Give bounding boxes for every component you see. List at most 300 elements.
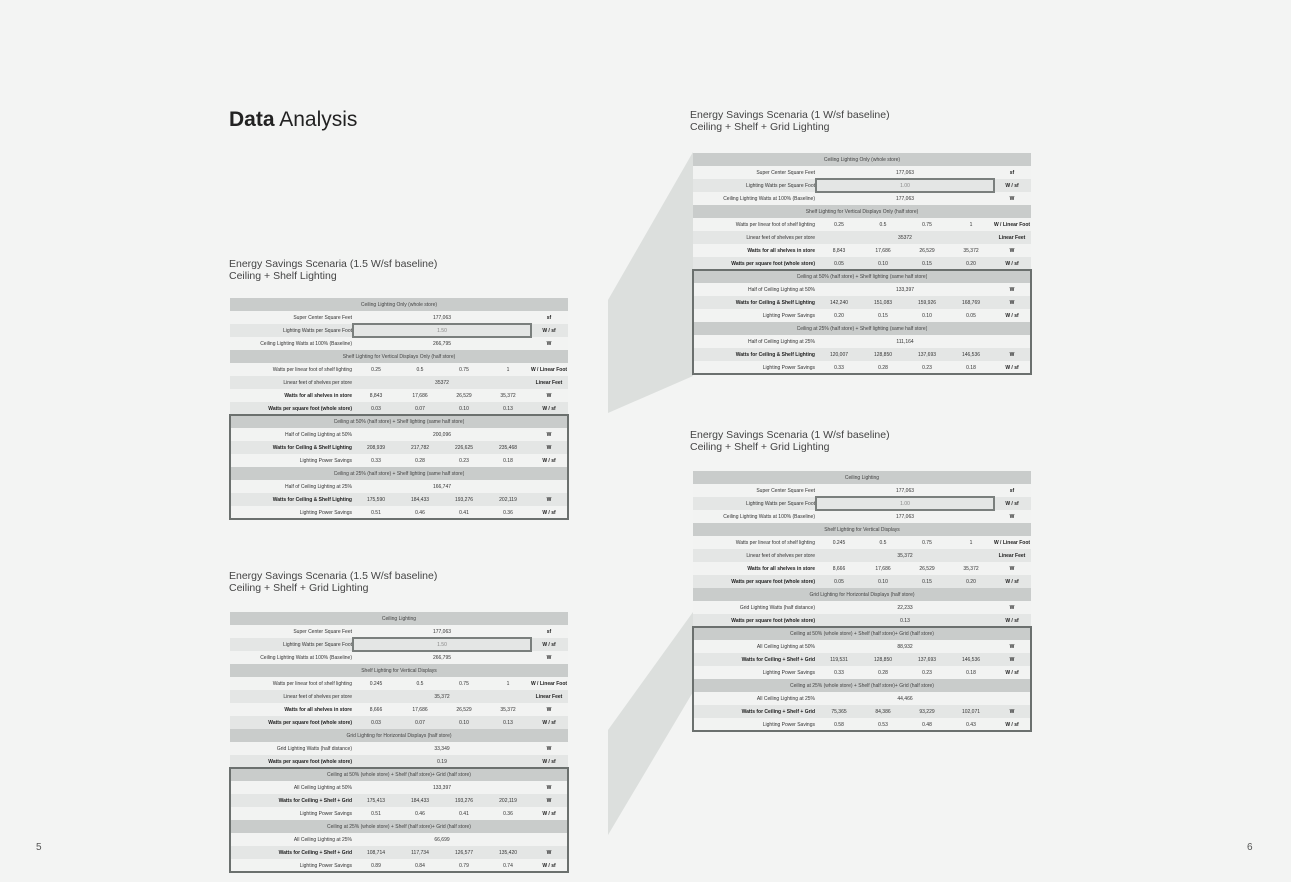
row-label: Lighting Power Savings: [299, 810, 352, 817]
merged-value-cell: 177,063: [895, 169, 915, 176]
value-cell: 0.41: [459, 509, 469, 516]
value-cell: 135,420: [498, 849, 518, 856]
caption-line-1: Energy Savings Scenaria (1.5 W/sf baseline): [229, 570, 438, 582]
value-cell: 0.33: [371, 457, 381, 464]
value-cell: 208,939: [366, 444, 386, 451]
section-header-row: [230, 664, 568, 677]
value-cell: 184,433: [410, 496, 430, 503]
table-row: [230, 859, 568, 872]
row-label: Lighting Power Savings: [299, 862, 352, 869]
value-cell: 202,119: [499, 797, 517, 804]
value-cell: 108,714: [366, 849, 386, 856]
table-row: [230, 755, 568, 768]
value-cell: 0.03: [371, 719, 381, 726]
caption-line-2: Ceiling + Shelf Lighting: [229, 269, 337, 282]
row-label: Super Center Square Feet: [756, 487, 815, 494]
value-cell: 0.15: [922, 260, 932, 267]
value-cell: 0.10: [922, 312, 932, 319]
value-cell: 0.245: [369, 680, 383, 687]
value-cell: 0.58: [834, 721, 844, 728]
value-cell: 84,386: [875, 708, 891, 715]
value-cell: 0.25: [834, 221, 844, 228]
unit-cell: [530, 833, 568, 846]
unit-cell: W: [1009, 656, 1015, 663]
row-label: Watts for all shelves in store: [747, 247, 815, 254]
unit-cell: W: [1009, 708, 1015, 715]
unit-cell: Linear Feet: [535, 379, 563, 386]
value-cell: 35,372: [500, 392, 516, 399]
unit-cell: W: [1009, 643, 1015, 650]
merged-value-cell: 88,932: [897, 643, 913, 650]
unit-cell: W: [1009, 604, 1015, 611]
row-label: Watts for Ceiling & Shelf Lighting: [272, 496, 352, 503]
section-header-row: [693, 270, 1031, 283]
unit-cell: W / sf: [542, 457, 556, 464]
unit-cell: W: [1009, 286, 1015, 293]
unit-cell: W / sf: [542, 758, 556, 765]
table-row: [230, 363, 568, 376]
row-label: Watts for all shelves in store: [747, 565, 815, 572]
value-cell: 0.10: [878, 260, 888, 267]
value-cell: 217,782: [410, 444, 430, 451]
value-cell: 0.74: [503, 862, 513, 869]
section-header-text: Ceiling Lighting: [844, 474, 880, 481]
section-header-text: Ceiling at 50% (whole store) + Shelf (half store)+ Grid (half store): [790, 630, 934, 637]
value-cell: 0.23: [922, 669, 932, 676]
merged-value-cell: 200,096: [432, 431, 452, 438]
value-cell: 0.28: [878, 364, 888, 371]
section-header-row: [693, 627, 1031, 640]
value-cell: 175,413: [366, 797, 386, 804]
merged-value-cell: 35372: [435, 379, 449, 386]
table-row: [230, 454, 568, 467]
value-cell: 1: [969, 539, 973, 546]
value-cell: 0.05: [834, 260, 844, 267]
row-label: Watts per square foot (whole store): [268, 405, 352, 412]
value-cell: 0.43: [966, 721, 976, 728]
value-cell: 0.18: [966, 364, 976, 371]
value-cell: 0.07: [415, 719, 425, 726]
value-cell: 0.51: [371, 810, 381, 817]
table-row: [693, 640, 1031, 653]
section-header-text: Ceiling at 50% (half store) + Shelf lighting (same half store): [796, 273, 928, 280]
value-cell: 0.18: [503, 457, 513, 464]
row-label: Watts per square foot (whole store): [268, 719, 352, 726]
row-label: Watts for Ceiling + Shelf + Grid: [278, 797, 352, 804]
table-caption: [229, 259, 437, 282]
table-row: [230, 337, 568, 350]
section-header-text: Ceiling Lighting: [381, 615, 417, 622]
unit-cell: W / sf: [1005, 578, 1019, 585]
section-header-text: Grid Lighting for Horizontal Displays (half store): [809, 591, 915, 598]
value-cell: 159,926: [917, 299, 937, 306]
section-header-row: [230, 820, 568, 833]
unit-cell: W / sf: [1005, 721, 1019, 728]
value-cell: 1: [969, 221, 973, 228]
page-number-left: 5: [36, 842, 42, 853]
unit-cell: W: [1009, 565, 1015, 572]
value-cell: 0.41: [459, 810, 469, 817]
unit-cell: Linear Feet: [998, 552, 1026, 559]
value-cell: 137,693: [917, 656, 937, 663]
value-cell: 151,083: [873, 299, 893, 306]
value-cell: 26,529: [456, 392, 472, 399]
value-cell: 75,365: [831, 708, 847, 715]
table-row: [693, 218, 1031, 231]
value-cell: 0.75: [922, 221, 932, 228]
row-label: Ceiling Lighting Watts at 100% (Baseline): [260, 654, 352, 661]
value-cell: 0.28: [878, 669, 888, 676]
merged-value-cell: 266,795: [432, 654, 452, 661]
table-row: [230, 506, 568, 519]
section-header-text: Grid Lighting for Horizontal Displays (half store): [346, 732, 452, 739]
table-row: [693, 510, 1031, 523]
value-cell: 0.25: [371, 366, 381, 373]
highlighted-value-cell: 1.50: [437, 641, 447, 648]
row-label: Linear feet of shelves per store: [746, 552, 815, 559]
value-cell: 1: [506, 366, 510, 373]
section-header-text: Ceiling at 25% (half store) + Shelf lighting (same half store): [333, 470, 465, 477]
page-title: [229, 108, 357, 132]
row-label: All Ceiling Lighting at 25%: [756, 695, 815, 702]
caption-line-1: Energy Savings Scenaria (1 W/sf baseline): [690, 109, 890, 121]
data-table: [230, 612, 568, 872]
unit-cell: W / sf: [1005, 312, 1019, 319]
table-caption: [690, 110, 890, 133]
row-label: Super Center Square Feet: [293, 628, 352, 635]
unit-cell: W / sf: [1005, 669, 1019, 676]
table-row: [693, 614, 1031, 627]
unit-cell: W: [546, 340, 552, 347]
table-row: [693, 601, 1031, 614]
unit-cell: [993, 692, 1031, 705]
row-label: Lighting Watts per Square Foot: [745, 182, 815, 189]
table-row: [693, 244, 1031, 257]
row-label: Linear feet of shelves per store: [283, 693, 352, 700]
value-cell: 168,769: [961, 299, 981, 306]
unit-cell: W: [546, 849, 552, 856]
value-cell: 0.23: [459, 457, 469, 464]
row-label: Watts for Ceiling & Shelf Lighting: [735, 351, 815, 358]
value-cell: 0.5: [416, 366, 424, 373]
value-cell: 0.46: [415, 509, 425, 516]
merged-value-cell: 0.19: [437, 758, 447, 765]
value-cell: 117,734: [411, 849, 429, 856]
table-row: [230, 742, 568, 755]
row-label: Watts per linear foot of shelf lighting: [735, 539, 815, 546]
merged-value-cell: 66,699: [434, 836, 450, 843]
table-caption: [690, 430, 890, 453]
value-cell: 0.75: [459, 366, 469, 373]
row-label: Super Center Square Feet: [756, 169, 815, 176]
value-cell: 93,229: [919, 708, 935, 715]
merged-value-cell: 33,349: [434, 745, 450, 752]
section-header-text: Shelf Lighting for Vertical Displays: [824, 526, 900, 533]
unit-cell: W: [546, 431, 552, 438]
row-label: Grid Lighting Watts (half distance): [276, 745, 352, 752]
unit-cell: W / sf: [1005, 617, 1019, 624]
table-row: [693, 549, 1031, 562]
value-cell: 0.15: [922, 578, 932, 585]
section-header-text: Ceiling at 25% (whole store) + Shelf (half store)+ Grid (half store): [790, 682, 934, 689]
unit-cell: W / sf: [542, 810, 556, 817]
value-cell: 128,850: [873, 656, 893, 663]
value-cell: 35,372: [963, 565, 979, 572]
section-header-row: [693, 205, 1031, 218]
value-cell: 0.10: [459, 405, 469, 412]
value-cell: 8,843: [832, 247, 846, 254]
table-row: [230, 480, 568, 493]
table-row: [693, 283, 1031, 296]
value-cell: 0.10: [878, 578, 888, 585]
page-number-right: 6: [1247, 842, 1253, 853]
row-label: Lighting Power Savings: [762, 669, 815, 676]
row-label: Watts for Ceiling + Shelf + Grid: [278, 849, 352, 856]
merged-value-cell: 133,397: [432, 784, 452, 791]
row-label: Half of Ceiling Lighting at 25%: [748, 338, 815, 345]
unit-cell: W / sf: [542, 641, 556, 648]
section-header-text: Ceiling at 50% (half store) + Shelf lighting (same half store): [333, 418, 465, 425]
page-title-bold: Data: [229, 108, 275, 131]
value-cell: 175,590: [366, 496, 386, 503]
value-cell: 0.84: [415, 862, 425, 869]
value-cell: 0.03: [371, 405, 381, 412]
value-cell: 17,686: [875, 247, 891, 254]
table-row: [230, 677, 568, 690]
unit-cell: W / sf: [542, 719, 556, 726]
value-cell: 0.75: [459, 680, 469, 687]
row-label: Lighting Power Savings: [299, 457, 352, 464]
unit-cell: W: [1009, 299, 1015, 306]
value-cell: 146,536: [961, 351, 981, 358]
value-cell: 0.51: [371, 509, 381, 516]
table-row: [230, 324, 568, 337]
value-cell: 17,686: [412, 706, 428, 713]
unit-cell: W: [546, 745, 552, 752]
table-row: [230, 833, 568, 846]
unit-cell: W / Linear Foot: [530, 680, 568, 687]
value-cell: 26,529: [919, 247, 935, 254]
row-label: Watts per linear foot of shelf lighting: [735, 221, 815, 228]
caption-line-2: Ceiling + Shelf + Grid Lighting: [229, 581, 369, 594]
section-header-text: Shelf Lighting for Vertical Displays Only (half store): [805, 208, 919, 215]
section-header-row: [693, 523, 1031, 536]
table-row: [230, 441, 568, 454]
row-label: Lighting Watts per Square Foot: [282, 641, 352, 648]
unit-cell: sf: [1009, 487, 1015, 494]
merged-value-cell: 177,063: [895, 195, 915, 202]
unit-cell: W / Linear Foot: [993, 221, 1031, 228]
row-label: Ceiling Lighting Watts at 100% (Baseline): [260, 340, 352, 347]
value-cell: 128,850: [873, 351, 893, 358]
unit-cell: W: [1009, 513, 1015, 520]
row-label: Watts per linear foot of shelf lighting: [272, 680, 352, 687]
table-row: [693, 296, 1031, 309]
data-table: [230, 298, 568, 519]
merged-value-cell: 0.13: [900, 617, 910, 624]
unit-cell: W / Linear Foot: [993, 539, 1031, 546]
row-label: Lighting Watts per Square Foot: [282, 327, 352, 334]
table-row: [693, 309, 1031, 322]
value-cell: 0.07: [415, 405, 425, 412]
value-cell: 126,577: [454, 849, 474, 856]
table-row: [693, 562, 1031, 575]
unit-cell: W: [546, 654, 552, 661]
unit-cell: W / sf: [1005, 500, 1019, 507]
row-label: Lighting Power Savings: [762, 364, 815, 371]
value-cell: 0.46: [415, 810, 425, 817]
value-cell: 0.28: [415, 457, 425, 464]
unit-cell: [530, 480, 568, 493]
unit-cell: W: [546, 444, 552, 451]
data-table: [693, 471, 1031, 731]
row-label: Watts for Ceiling & Shelf Lighting: [272, 444, 352, 451]
table-row: [693, 484, 1031, 497]
value-cell: 1: [506, 680, 510, 687]
section-header-row: [230, 415, 568, 428]
unit-cell: W / sf: [1005, 260, 1019, 267]
row-label: Watts per square foot (whole store): [731, 260, 815, 267]
unit-cell: W / Linear Foot: [530, 366, 568, 373]
section-header-text: Ceiling at 25% (whole store) + Shelf (half store)+ Grid (half store): [327, 823, 471, 830]
row-label: Watts per linear foot of shelf lighting: [272, 366, 352, 373]
merged-value-cell: 133,397: [895, 286, 915, 293]
unit-cell: sf: [546, 314, 552, 321]
row-label: Half of Ceiling Lighting at 50%: [748, 286, 815, 293]
row-label: Lighting Power Savings: [762, 312, 815, 319]
callout-wedge-bottom: [608, 612, 693, 835]
merged-value-cell: 177,063: [432, 628, 452, 635]
section-header-row: [230, 729, 568, 742]
value-cell: 26,529: [456, 706, 472, 713]
table-row: [693, 575, 1031, 588]
value-cell: 0.13: [503, 719, 513, 726]
table-row: [693, 179, 1031, 192]
unit-cell: W: [546, 706, 552, 713]
row-label: Linear feet of shelves per store: [283, 379, 352, 386]
table-row: [693, 497, 1031, 510]
unit-cell: W / sf: [542, 862, 556, 869]
value-cell: 0.20: [966, 578, 976, 585]
value-cell: 0.48: [922, 721, 932, 728]
row-label: Lighting Power Savings: [299, 509, 352, 516]
table-row: [230, 389, 568, 402]
section-header-row: [230, 612, 568, 625]
row-label: Watts for Ceiling + Shelf + Grid: [741, 708, 815, 715]
table-row: [693, 718, 1031, 731]
section-header-row: [230, 768, 568, 781]
table-row: [693, 348, 1031, 361]
section-header-row: [693, 471, 1031, 484]
row-label: Watts for all shelves in store: [284, 706, 352, 713]
table-row: [693, 257, 1031, 270]
row-label: Half of Ceiling Lighting at 50%: [285, 431, 352, 438]
value-cell: 0.245: [832, 539, 846, 546]
row-label: Lighting Watts per Square Foot: [745, 500, 815, 507]
table-row: [230, 376, 568, 389]
value-cell: 26,529: [919, 565, 935, 572]
row-label: Watts for Ceiling + Shelf + Grid: [741, 656, 815, 663]
value-cell: 0.18: [966, 669, 976, 676]
merged-value-cell: 177,063: [895, 513, 915, 520]
table-row: [230, 402, 568, 415]
unit-cell: W: [1009, 195, 1015, 202]
unit-cell: W: [1009, 247, 1015, 254]
value-cell: 35,372: [500, 706, 516, 713]
section-header-row: [230, 298, 568, 311]
value-cell: 0.5: [879, 221, 887, 228]
value-cell: 0.89: [371, 862, 381, 869]
callout-wedge-top: [608, 152, 693, 413]
unit-cell: W / sf: [542, 405, 556, 412]
table-row: [693, 361, 1031, 374]
unit-cell: W / sf: [1005, 182, 1019, 189]
value-cell: 193,276: [454, 496, 474, 503]
row-label: Watts for Ceiling & Shelf Lighting: [735, 299, 815, 306]
row-label: Ceiling Lighting Watts at 100% (Baseline): [723, 195, 815, 202]
unit-cell: W / sf: [542, 509, 556, 516]
table-row: [230, 781, 568, 794]
value-cell: 0.33: [834, 669, 844, 676]
value-cell: 8,666: [369, 706, 383, 713]
table-caption: [229, 571, 437, 594]
row-label: All Ceiling Lighting at 25%: [293, 836, 352, 843]
section-header-text: Ceiling at 50% (whole store) + Shelf (half store)+ Grid (half store): [327, 771, 471, 778]
value-cell: 17,686: [412, 392, 428, 399]
table-row: [693, 335, 1031, 348]
caption-line-2: Ceiling + Shelf + Grid Lighting: [690, 440, 830, 453]
value-cell: 0.20: [834, 312, 844, 319]
table-row: [230, 703, 568, 716]
value-cell: 0.13: [503, 405, 513, 412]
value-cell: 0.53: [878, 721, 888, 728]
section-header-row: [230, 350, 568, 363]
section-header-text: Ceiling Lighting Only (whole store): [823, 156, 901, 163]
value-cell: 226,625: [454, 444, 474, 451]
value-cell: 0.23: [922, 364, 932, 371]
section-header-row: [693, 153, 1031, 166]
row-label: Lighting Power Savings: [762, 721, 815, 728]
table-row: [230, 651, 568, 664]
value-cell: 17,686: [875, 565, 891, 572]
row-label: Watts per square foot (whole store): [268, 758, 352, 765]
value-cell: 142,240: [829, 299, 849, 306]
section-header-text: Ceiling at 25% (half store) + Shelf lighting (same half store): [796, 325, 928, 332]
unit-cell: W: [546, 392, 552, 399]
unit-cell: W: [546, 797, 552, 804]
value-cell: 0.33: [834, 364, 844, 371]
table-row: [230, 846, 568, 859]
merged-value-cell: 44,466: [897, 695, 913, 702]
section-header-text: Ceiling Lighting Only (whole store): [360, 301, 438, 308]
value-cell: 8,666: [832, 565, 846, 572]
unit-cell: sf: [1009, 169, 1015, 176]
merged-value-cell: 22,233: [897, 604, 913, 611]
highlighted-value-cell: 1.00: [900, 500, 910, 507]
merged-value-cell: 111,164: [896, 338, 914, 345]
table-row: [230, 638, 568, 651]
table-row: [693, 705, 1031, 718]
merged-value-cell: 35,372: [897, 552, 913, 559]
merged-value-cell: 266,795: [432, 340, 452, 347]
data-table: [693, 153, 1031, 374]
unit-cell: W: [1009, 351, 1015, 358]
table-row: [230, 311, 568, 324]
table-row: [693, 692, 1031, 705]
row-label: All Ceiling Lighting at 50%: [293, 784, 352, 791]
row-label: Grid Lighting Watts (half distance): [739, 604, 815, 611]
table-row: [230, 428, 568, 441]
